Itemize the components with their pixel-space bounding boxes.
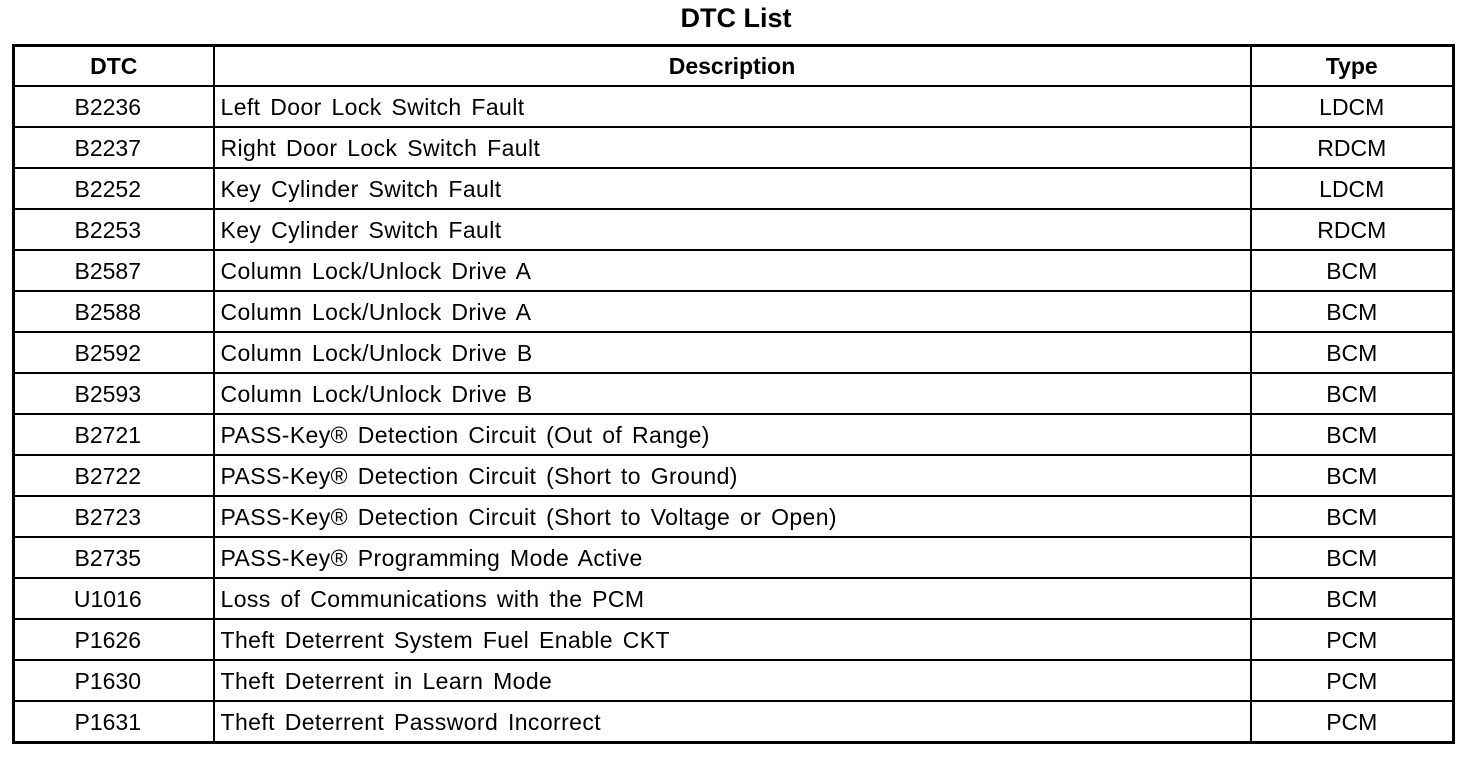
- dtc-description: Column Lock/Unlock Drive A: [214, 250, 1251, 291]
- table-row: [14, 291, 1454, 332]
- dtc-description: PASS-Key® Programming Mode Active: [214, 537, 1251, 578]
- dtc-description: Left Door Lock Switch Fault: [214, 86, 1251, 127]
- dtc-type: LDCM: [1251, 168, 1454, 209]
- dtc-code: B2592: [14, 332, 214, 373]
- dtc-description: Column Lock/Unlock Drive B: [214, 373, 1251, 414]
- table-row: [14, 496, 1454, 537]
- dtc-code: B2237: [14, 127, 214, 168]
- dtc-type: BCM: [1251, 537, 1454, 578]
- dtc-type: RDCM: [1251, 127, 1454, 168]
- table-row: [14, 127, 1454, 168]
- header-dtc: DTC: [14, 46, 214, 87]
- table-row: [14, 209, 1454, 250]
- dtc-description: Right Door Lock Switch Fault: [214, 127, 1251, 168]
- dtc-description: PASS-Key® Detection Circuit (Out of Range): [214, 414, 1251, 455]
- page-title: DTC List: [680, 3, 792, 33]
- dtc-description: Loss of Communications with the PCM: [214, 578, 1251, 619]
- table-row: [14, 250, 1454, 291]
- dtc-description: Theft Deterrent System Fuel Enable CKT: [214, 619, 1251, 660]
- table-row: [14, 701, 1454, 743]
- dtc-type: BCM: [1251, 373, 1454, 414]
- dtc-code: B2722: [14, 455, 214, 496]
- dtc-code: B2723: [14, 496, 214, 537]
- dtc-type: PCM: [1251, 619, 1454, 660]
- header-row: [14, 46, 1454, 87]
- header-type: Type: [1251, 46, 1454, 87]
- dtc-description: Key Cylinder Switch Fault: [214, 168, 1251, 209]
- dtc-description: Theft Deterrent Password Incorrect: [214, 701, 1251, 743]
- dtc-code: P1626: [14, 619, 214, 660]
- dtc-code: B2252: [14, 168, 214, 209]
- dtc-type: BCM: [1251, 414, 1454, 455]
- dtc-type: BCM: [1251, 291, 1454, 332]
- dtc-type: PCM: [1251, 701, 1454, 743]
- dtc-type: BCM: [1251, 496, 1454, 537]
- dtc-code: P1631: [14, 701, 214, 743]
- dtc-type: RDCM: [1251, 209, 1454, 250]
- dtc-code: B2587: [14, 250, 214, 291]
- dtc-type: LDCM: [1251, 86, 1454, 127]
- table-row: [14, 168, 1454, 209]
- dtc-description: PASS-Key® Detection Circuit (Short to Voltage or Open): [214, 496, 1251, 537]
- table-row: [14, 455, 1454, 496]
- dtc-code: P1630: [14, 660, 214, 701]
- table-row: [14, 332, 1454, 373]
- dtc-code: B2735: [14, 537, 214, 578]
- table-header: [14, 46, 1454, 87]
- dtc-type: BCM: [1251, 455, 1454, 496]
- dtc-code: B2253: [14, 209, 214, 250]
- dtc-description: Column Lock/Unlock Drive B: [214, 332, 1251, 373]
- dtc-type: PCM: [1251, 660, 1454, 701]
- table-row: [14, 86, 1454, 127]
- dtc-description: Key Cylinder Switch Fault: [214, 209, 1251, 250]
- table-row: [14, 537, 1454, 578]
- table-row: [14, 619, 1454, 660]
- table-body: [14, 86, 1454, 743]
- dtc-type: BCM: [1251, 332, 1454, 373]
- dtc-code: B2721: [14, 414, 214, 455]
- dtc-code: U1016: [14, 578, 214, 619]
- dtc-code: B2236: [14, 86, 214, 127]
- table-row: [14, 414, 1454, 455]
- dtc-description: PASS-Key® Detection Circuit (Short to Ground): [214, 455, 1251, 496]
- table-row: [14, 660, 1454, 701]
- dtc-table: [12, 44, 1455, 744]
- table-row: [14, 373, 1454, 414]
- dtc-description: Column Lock/Unlock Drive A: [214, 291, 1251, 332]
- dtc-type: BCM: [1251, 578, 1454, 619]
- dtc-code: B2588: [14, 291, 214, 332]
- dtc-code: B2593: [14, 373, 214, 414]
- table-row: [14, 578, 1454, 619]
- dtc-description: Theft Deterrent in Learn Mode: [214, 660, 1251, 701]
- dtc-type: BCM: [1251, 250, 1454, 291]
- header-description: Description: [214, 46, 1251, 87]
